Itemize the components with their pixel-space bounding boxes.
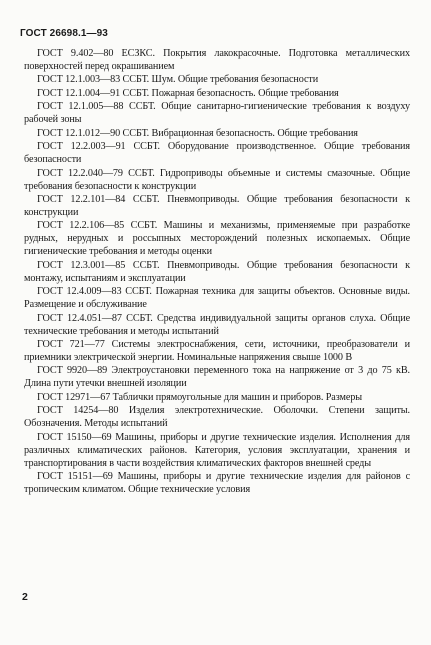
reference-entry: ГОСТ 14254—80 Изделия электротехнические. Оболочки. Степени защиты. Обозначения. Методы испытаний xyxy=(24,405,410,430)
reference-entry: ГОСТ 12.2.106—85 ССБТ. Машины и механизмы, применяемые при разработке рудных, нерудных и россыпных месторождений полезных ископаемых. Общие гигиенические требования и методы оценки xyxy=(24,220,410,258)
reference-entry: ГОСТ 12.4.009—83 ССБТ. Пожарная техника для защиты объектов. Основные виды. Размещение и обслуживание xyxy=(24,286,410,311)
reference-entry: ГОСТ 721—77 Системы электроснабжения, сети, источники, преобразователи и приемники электрической энергии. Номинальные напряжения свыше 1000 В xyxy=(24,338,410,363)
references-list xyxy=(24,48,410,497)
page-number: 2 xyxy=(22,591,28,603)
reference-entry: ГОСТ 9920—89 Электроустановки переменного тока на напряжение от 3 до 75 кВ. Длина пути утечки внешней изоляции xyxy=(24,365,410,390)
reference-entry: ГОСТ 12.3.001—85 ССБТ. Пневмоприводы. Общие требования безопасности к монтажу, испытаниям и эксплуатации xyxy=(24,259,410,284)
reference-entry: ГОСТ 12.2.040—79 ССБТ. Гидроприводы объемные и системы смазочные. Общие требования безопасности к конструкции xyxy=(24,167,410,192)
reference-entry: ГОСТ 9.402—80 ЕСЗКС. Покрытия лакокрасочные. Подготовка металлических поверхностей перед окрашиванием xyxy=(24,48,410,72)
reference-entry: ГОСТ 12.1.012—90 ССБТ. Вибрационная безопасность. Общие требования xyxy=(37,127,358,139)
reference-entry: ГОСТ 15151—69 Машины, приборы и другие технические изделия для районов с тропическим климатом. Общие технические условия xyxy=(24,471,410,495)
reference-entry: ГОСТ 12.4.051—87 ССБТ. Средства индивидуальной защиты органов слуха. Общие технические требования и методы испытаний xyxy=(24,312,410,337)
reference-entry: ГОСТ 12.2.003—91 ССБТ. Оборудование производственное. Общие требования безопасности xyxy=(24,141,410,166)
reference-entry: ГОСТ 12.1.004—91 ССБТ. Пожарная безопасность. Общие требования xyxy=(37,87,339,99)
reference-entry: ГОСТ 12.1.003—83 ССБТ. Шум. Общие требования безопасности xyxy=(37,74,319,86)
reference-entry: ГОСТ 12.2.101—84 ССБТ. Пневмоприводы. Общие требования безопасности к конструкции xyxy=(24,193,410,218)
reference-entry: ГОСТ 15150—69 Машины, приборы и другие технические изделия. Исполнения для различных климатических районов. Категория, условия эксплуатации, хранения и транспортирования в части воздействия климатических факторов внешней среды xyxy=(24,431,410,469)
reference-entry: ГОСТ 12971—67 Таблички прямоугольные для машин и приборов. Размеры xyxy=(37,391,362,403)
document-header: ГОСТ 26698.1—93 xyxy=(20,28,108,39)
reference-entry: ГОСТ 12.1.005—88 ССБТ. Общие санитарно-гигиенические требования к воздуху рабочей зоны xyxy=(24,101,410,126)
